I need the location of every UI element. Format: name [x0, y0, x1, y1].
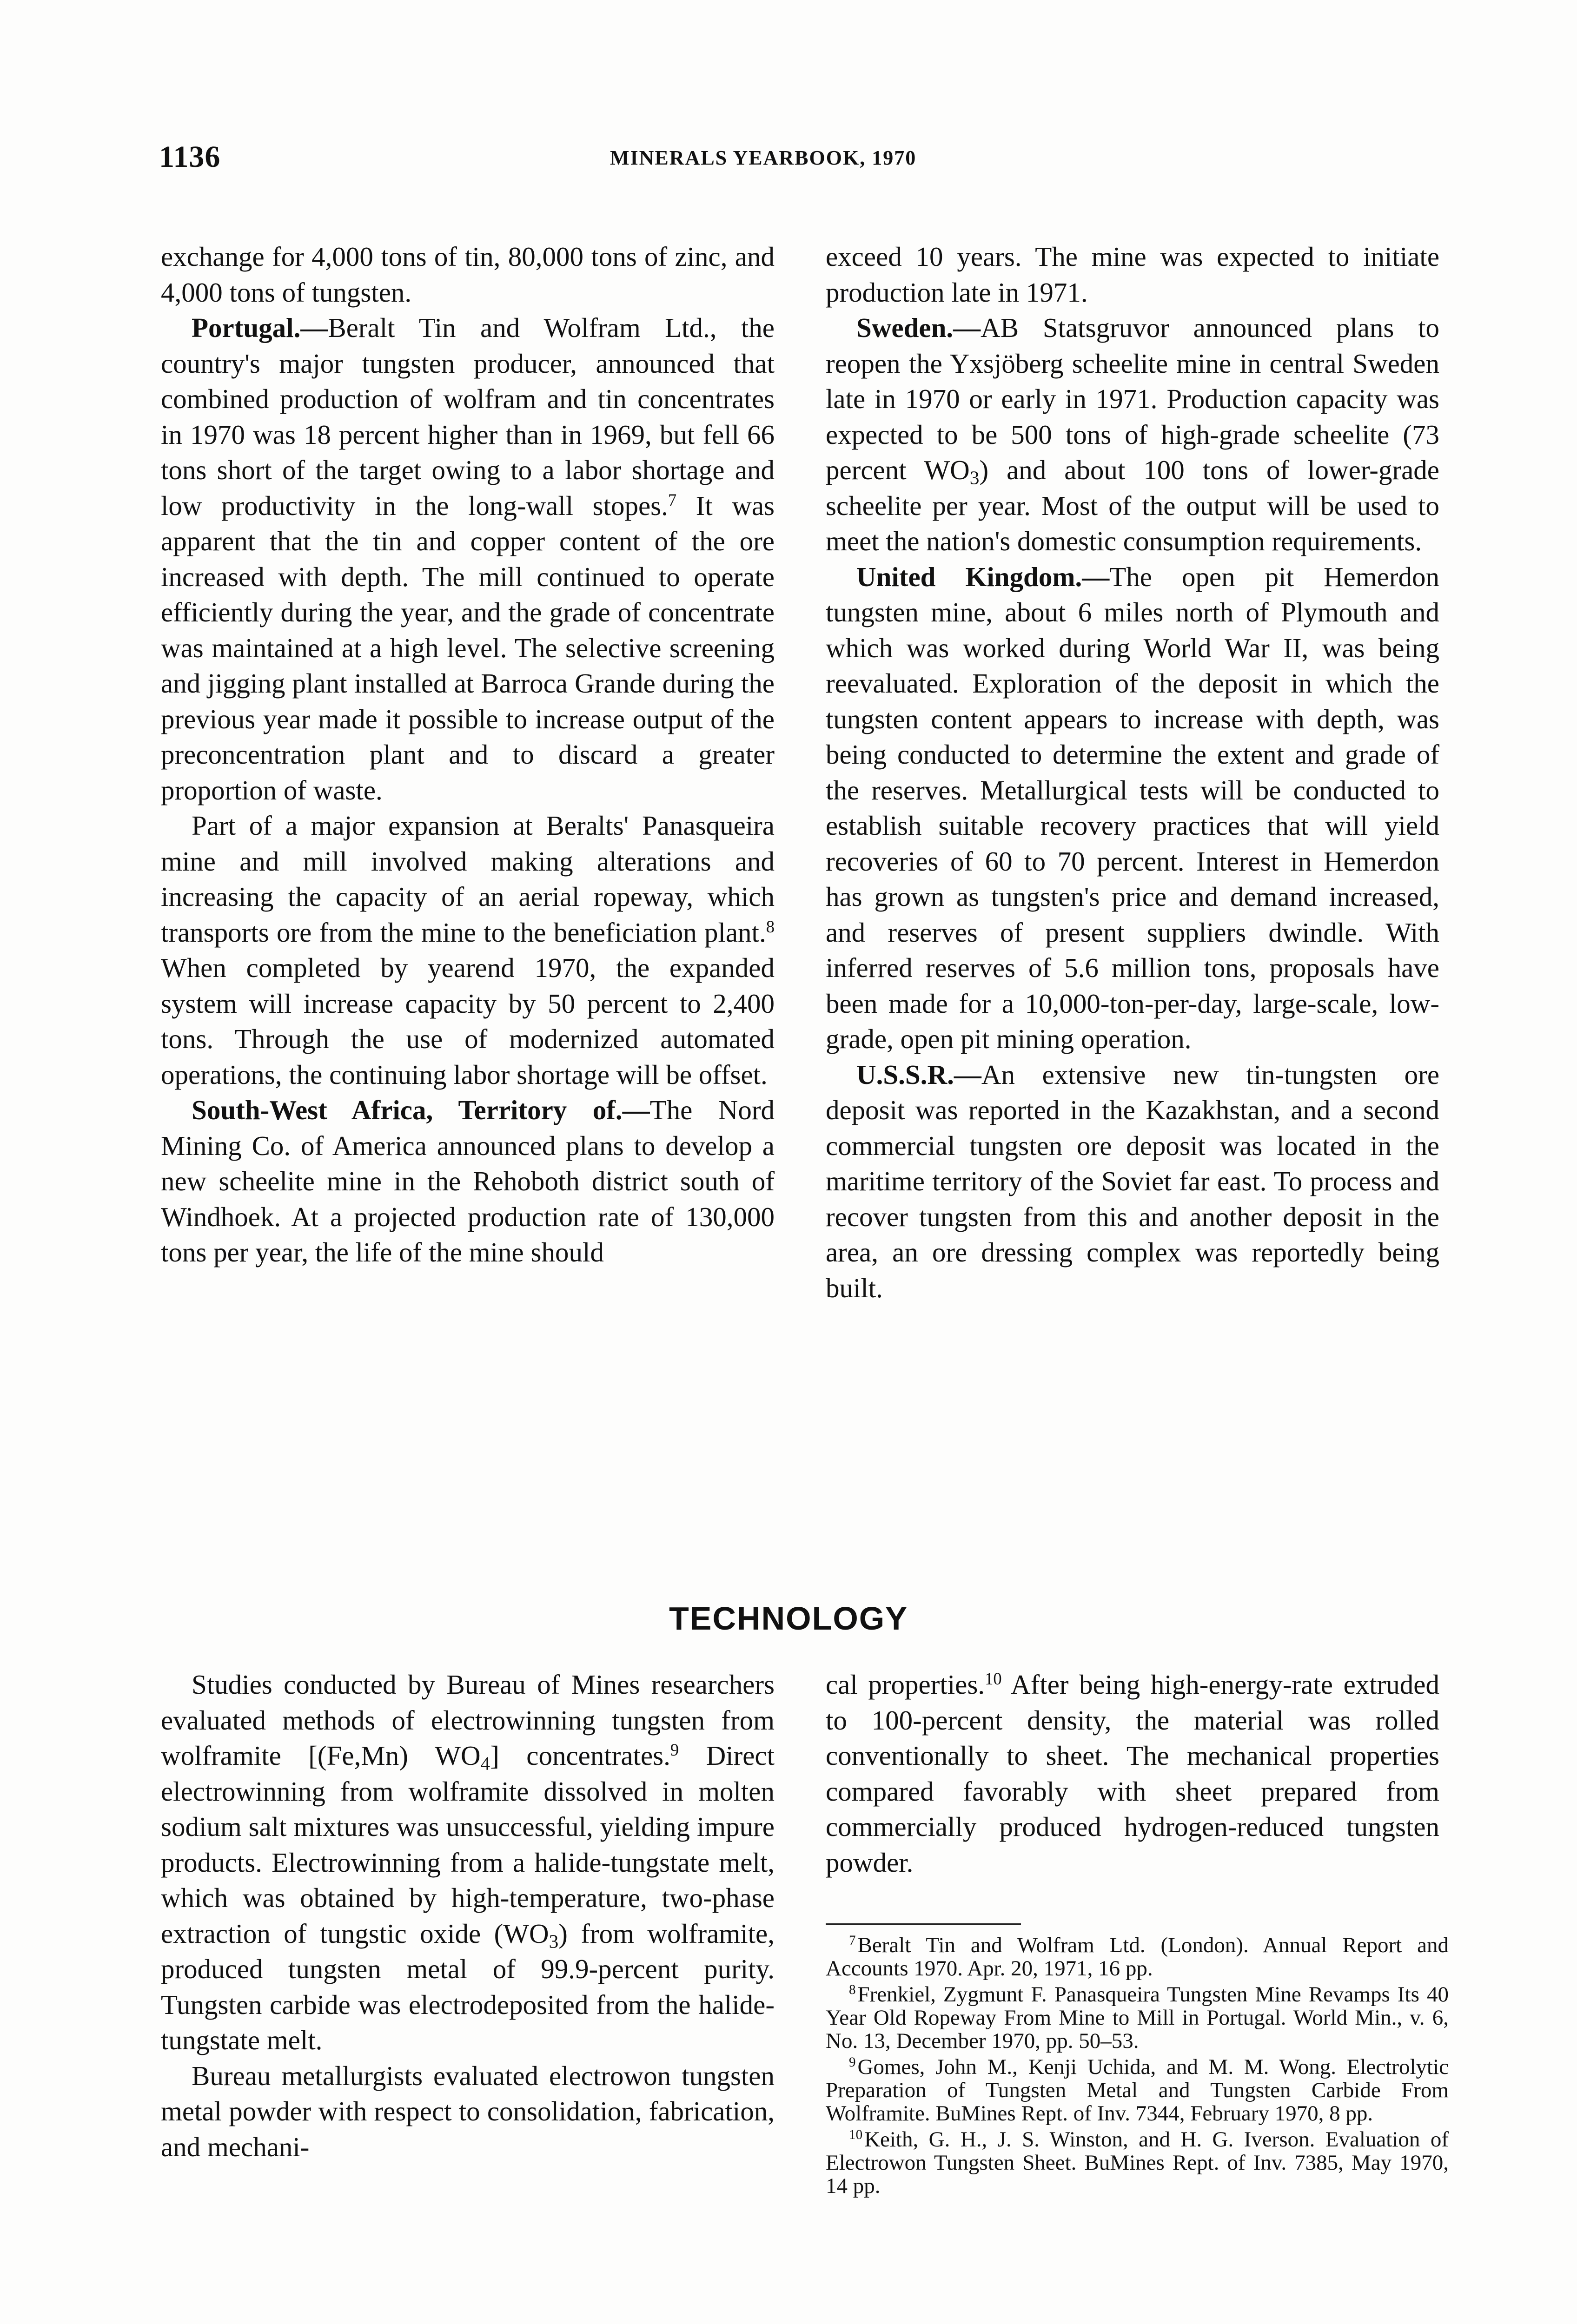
running-head: MINERALS YEARBOOK, 1970	[610, 146, 917, 169]
footnote-number: 7	[849, 1933, 856, 1948]
right-column-bottom	[826, 1667, 1439, 1880]
footnote: $^9$ Gomes, John M., Kenji Uchida, and M. M. Wong. Electrolytic Preparation of Tungsten Metal and Tungsten Carbide From Wolframite. BuMines Rept. of Inv. 7344, February 1970, 8 pp.	[826, 2054, 1449, 2126]
paragraph-continuation: exchange for 4,000 tons of tin, 80,000 tons of zinc, and 4,000 tons of tungsten.	[161, 241, 775, 308]
page-header	[159, 139, 1438, 177]
paragraph-sweden: Sweden.—AB Statsgruvor announced plans to reopen the Yxsjöberg scheelite mine in central Sweden late in 1970 or early in 1971. Production capacity was expected to be 500 tons of high-grade scheelite (73 percent $WO_3$) and about 100 tons of lower-grade scheelite per year. Most of the output will be used to meet the nation's domestic consumption requirements.	[826, 312, 1439, 556]
country-heading-united-kingdom: United Kingdom.—	[856, 561, 1110, 592]
page-number: 1136	[159, 140, 221, 174]
country-heading-south-west-africa: South-West Africa, Territory of.—	[192, 1095, 650, 1125]
footnote: $^{10}$ Keith, G. H., J. S. Winston, and H. G. Iverson. Evaluation of Electrowon Tungsten Sheet. BuMines Rept. of Inv. 7385, May 1970, 14 pp.	[826, 2127, 1449, 2198]
country-heading-portugal: Portugal.—	[192, 312, 328, 343]
paragraph-united-kingdom: United Kingdom.—The open pit Hemerdon tungsten mine, about 6 miles north of Plymouth and which was worked during World War II, was being reevaluated. Exploration of the deposit in which the tungsten content appears to increase with depth, was being conducted to determine the extent and grade of the reserves. Metallurgical tests will be conducted to establish suitable recovery practices that will yield recoveries of 60 to 70 percent. Interest in Hemerdon has grown as tungsten's price and demand increased, and reserves of present suppliers dwindle. With inferred reserves of 5.6 million tons, proposals have been made for a 10,000-ton-per-day, large-scale, low-grade, open pit mining operation.	[826, 561, 1439, 1054]
footnote: $^7$ Beralt Tin and Wolfram Ltd. (London). Annual Report and Accounts 1970. Apr. 20, 1971, 16 pp.	[826, 1933, 1449, 1981]
footnote-number: 8	[849, 1982, 856, 1997]
paragraph-panasqueira: Part of a major expansion at Beralts' Panasqueira mine and mill involved making alterations and increasing the capacity of an aerial ropeway, which transports ore from the mine to the beneficiation plant.$^8$ When completed by yearend 1970, the expanded system will increase capacity by 50 percent to 2,400 tons. Through the use of modernized automated operations, the continuing labor shortage will be offset.	[161, 810, 775, 1090]
footnote-ref-9: 9	[670, 1740, 679, 1759]
footnote: $^8$ Frenkiel, Zygmunt F. Panasqueira Tungsten Mine Revamps Its 40 Year Old Ropeway From Mine to Mill in Portugal. World Min., v. 6, No. 13, December 1970, pp. 50–53.	[826, 1982, 1449, 2053]
footnote-ref-8: 8	[766, 917, 775, 936]
footnote-ref-7: 7	[668, 490, 677, 509]
country-heading-ussr: U.S.S.R.—	[856, 1059, 981, 1090]
footnotes	[826, 1934, 1449, 2200]
left-column-top	[161, 239, 775, 1270]
paragraph-metallurgists: Bureau metallurgists evaluated electrowon tungsten metal powder with respect to consolidation, fabrication, and mechani-	[161, 2060, 775, 2162]
paragraph-portugal: Portugal.—Beralt Tin and Wolfram Ltd., the country's major tungsten producer, announced that combined production of wolfram and tin concentrates in 1970 was 18 percent higher than in 1969, but fell 66 tons short of the target owing to a labor shortage and low productivity in the long-wall stopes.$^7$ It was apparent that the tin and copper content of the ore increased with depth. The mill continued to operate efficiently during the year, and the grade of concentrate was maintained at a high level. The selective screening and jigging plant installed at Barroca Grande during the previous year made it possible to increase output of the preconcentration plant and to discard a greater proportion of waste.	[161, 312, 775, 805]
paragraph-continuation: exceed 10 years. The mine was expected to initiate production late in 1971.	[826, 241, 1439, 308]
footnote-number: 9	[849, 2054, 856, 2070]
paragraph-continuation: cal properties.$^{10}$ After being high-energy-rate extruded to 100-percent density, the material was rolled conventionally to sheet. The mechanical properties compared favorably with sheet prepared from commercially produced hydrogen-reduced tungsten powder.	[826, 1669, 1439, 1878]
paragraph-electrowinning: Studies conducted by Bureau of Mines researchers evaluated methods of electrowinning tungsten from wolframite [(Fe,Mn) $WO_4$] concentrates.$^9$ Direct electrowinning from wolframite dissolved in molten sodium salt mixtures was unsuccessful, yielding impure products. Electrowinning from a halide-tungstate melt, which was obtained by high-temperature, two-phase extraction of tungstic oxide $(WO_3)$ from wolframite, produced tungsten metal of 99.9-percent purity. Tungsten carbide was electrodeposited from the halide-tungstate melt.	[161, 1669, 775, 2055]
right-column-top	[826, 239, 1439, 1306]
left-column-bottom	[161, 1667, 775, 2165]
footnote-divider	[826, 1923, 1021, 1925]
section-heading-technology: TECHNOLOGY	[669, 1600, 908, 1637]
paragraph-ussr: U.S.S.R.—An extensive new tin-tungsten ore deposit was reported in the Kazakhstan, and a second commercial tungsten ore deposit was located in the maritime territory of the Soviet far east. To process and recover tungsten from this and another deposit in the area, an ore dressing complex was reportedly being built.	[826, 1059, 1439, 1303]
footnote-ref-10: 10	[985, 1669, 1002, 1688]
footnote-number: 10	[849, 2127, 863, 2142]
country-heading-sweden: Sweden.—	[856, 312, 981, 343]
paragraph-south-west-africa: South-West Africa, Territory of.—The Nord Mining Co. of America announced plans to develop a new scheelite mine in the Rehoboth district south of Windhoek. At a projected production rate of 130,000 tons per year, the life of the mine should	[161, 1095, 775, 1268]
